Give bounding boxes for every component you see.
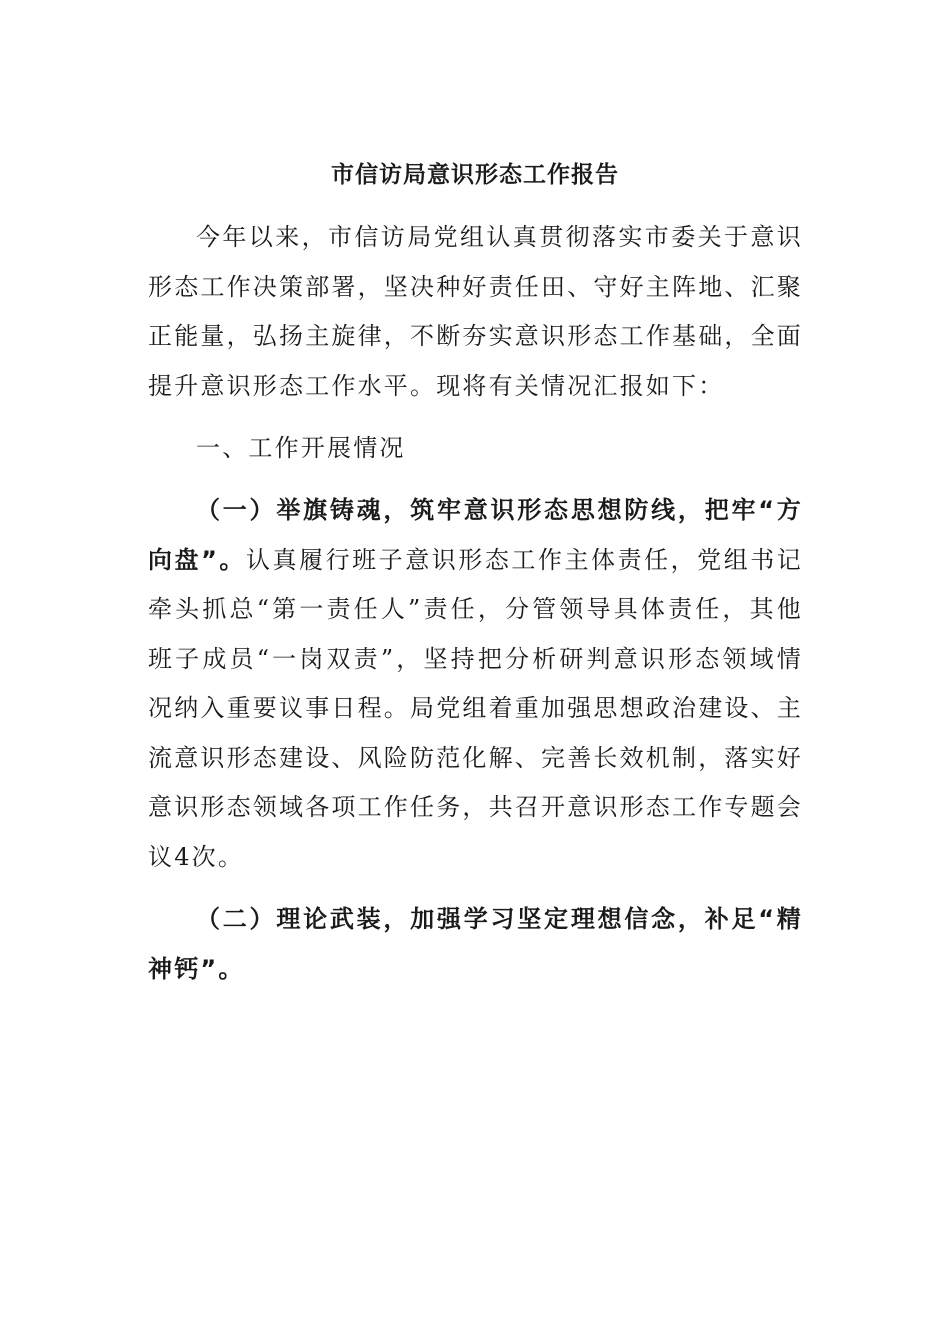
document-title: 市信访局意识形态工作报告 [331,161,619,188]
intro-paragraph: 今年以来，市信访局党组认真贯彻落实市委关于意识形态工作决策部署，坚决种好责任田、守好主阵地、汇聚正能量，弘扬主旋律，不断夯实意识形态工作基础，全面提升意识形态工作水平。现将有关情况汇报如下： [148,223,803,400]
item-two-paragraph [148,895,803,994]
item-two-heading: （二）理论武装，加强学习坚定理想信念，补足“精神钙”。 [148,905,803,983]
item-one-paragraph [148,486,803,882]
item-one-body: 认真履行班子意识形态工作主体责任，党组书记牵头抓总“第一责任人”责任，分管领导具体责任，其他班子成员“一岗双责”，坚持把分析研判意识形态领域情况纳入重要议事日程。局党组着重加强思想政治建设、主流意识形态建设、风险防范化解、完善长效机制，落实好意识形态领域各项工作任务，共召开意识形态工作专题会议4次。 [148,545,804,871]
section-heading-work-status: 一、工作开展情况 [196,434,406,462]
item-one-heading: （一）举旗铸魂，筑牢意识形态思想防线，把牢“方向盘”。 [148,496,803,574]
